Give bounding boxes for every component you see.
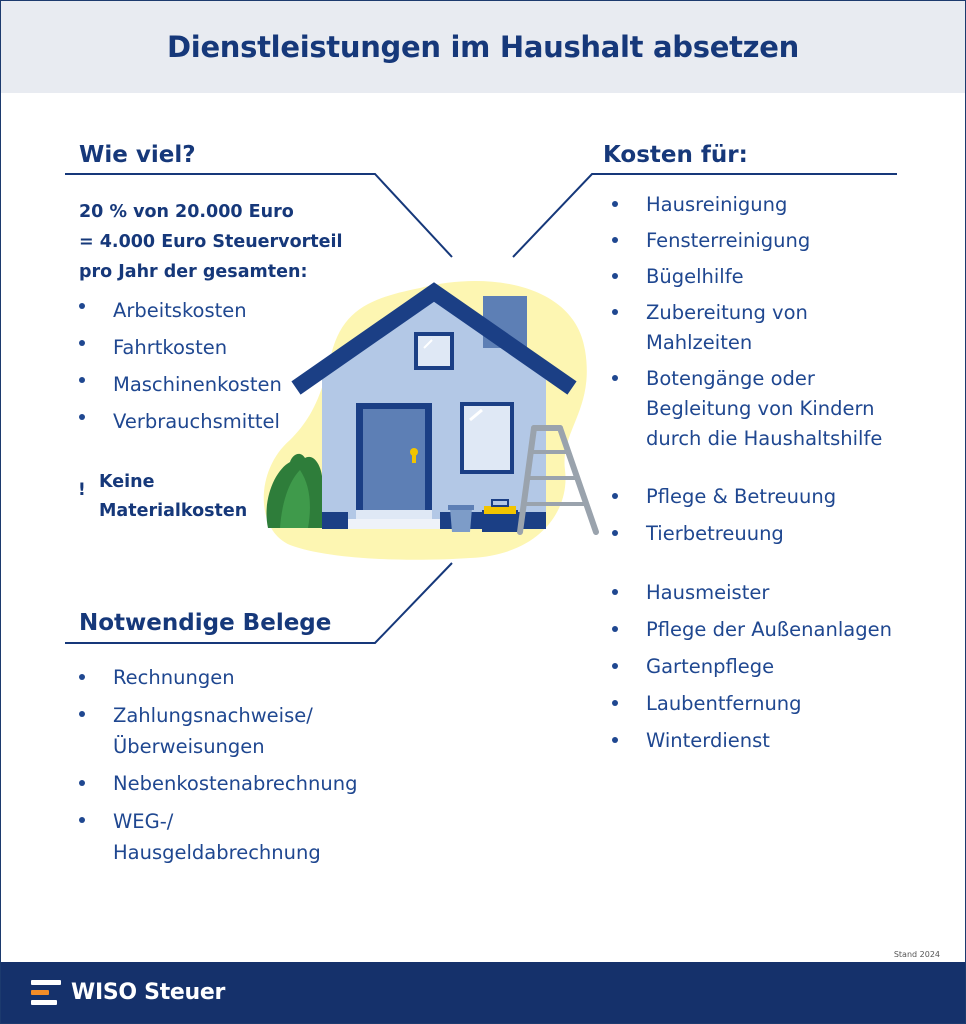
attic-window: [416, 334, 452, 368]
list-item: Rechnungen: [79, 663, 357, 693]
wie-viel-line-2: = 4.000 Euro Steuervorteil: [79, 232, 343, 252]
door-knob: [410, 448, 418, 456]
wie-viel-line-3: pro Jahr der gesamten:: [79, 262, 308, 282]
list-item: Nebenkostenabrechnung: [79, 769, 357, 799]
list-item: Arbeitskosten: [79, 292, 282, 329]
no-material-line-2: Materialkosten: [99, 501, 248, 521]
wie-viel-line-1: 20 % von 20.000 Euro: [79, 202, 294, 222]
list-item: Pflege & Betreuung: [612, 482, 836, 512]
list-item: Winterdienst: [612, 726, 892, 756]
list-item: Zubereitung von Mahlzeiten: [612, 298, 882, 358]
list-item: Laubentfernung: [612, 689, 892, 719]
kosten-list-2: [612, 482, 836, 549]
belege-list: [79, 663, 357, 868]
list-item: Hausreinigung: [612, 190, 882, 220]
warning-mark: !: [78, 480, 86, 500]
stand-note: Stand 2024: [893, 950, 940, 959]
brand-name: WISO Steuer: [71, 980, 226, 1005]
list-item: Gartenpflege: [612, 652, 892, 682]
list-item: Fensterreinigung: [612, 226, 882, 256]
section-title-kosten: Kosten für:: [603, 142, 748, 168]
door-step-top: [356, 510, 432, 519]
bucket-icon: [448, 505, 474, 532]
list-item: WEG-/ Hausgeldabrechnung: [79, 806, 357, 868]
front-window: [462, 404, 512, 472]
list-item: Bügelhilfe: [612, 262, 882, 292]
list-item: Verbrauchsmittel: [79, 403, 282, 440]
wiso-logo[interactable]: [31, 980, 225, 1006]
list-item: Pflege der Außenanlagen: [612, 615, 892, 645]
no-material-line-1: Keine: [99, 472, 155, 492]
list-item: Fahrtkosten: [79, 329, 282, 366]
list-item: Hausmeister: [612, 578, 892, 608]
list-item: Maschinenkosten: [79, 366, 282, 403]
no-material-note: [99, 468, 247, 526]
list-item: Botengänge oder Begleitung von Kindern durch die Haushaltshilfe: [612, 364, 882, 454]
wie-viel-list: [79, 292, 282, 440]
list-item: Tierbetreuung: [612, 519, 836, 549]
list-item: Zahlungsnachweise/ Überweisungen: [79, 700, 357, 762]
kosten-list-1: [612, 190, 882, 454]
section-title-belege: Notwendige Belege: [79, 610, 332, 636]
wiso-logo-icon: [31, 980, 63, 1006]
kosten-list-3: [612, 578, 892, 756]
footer-bar: [1, 962, 965, 1023]
section-title-wie-viel: Wie viel?: [79, 142, 196, 168]
door-step-bottom: [348, 519, 440, 529]
ground-strip: [322, 512, 348, 529]
page-title: Dienstleistungen im Haushalt absetzen: [167, 30, 799, 64]
